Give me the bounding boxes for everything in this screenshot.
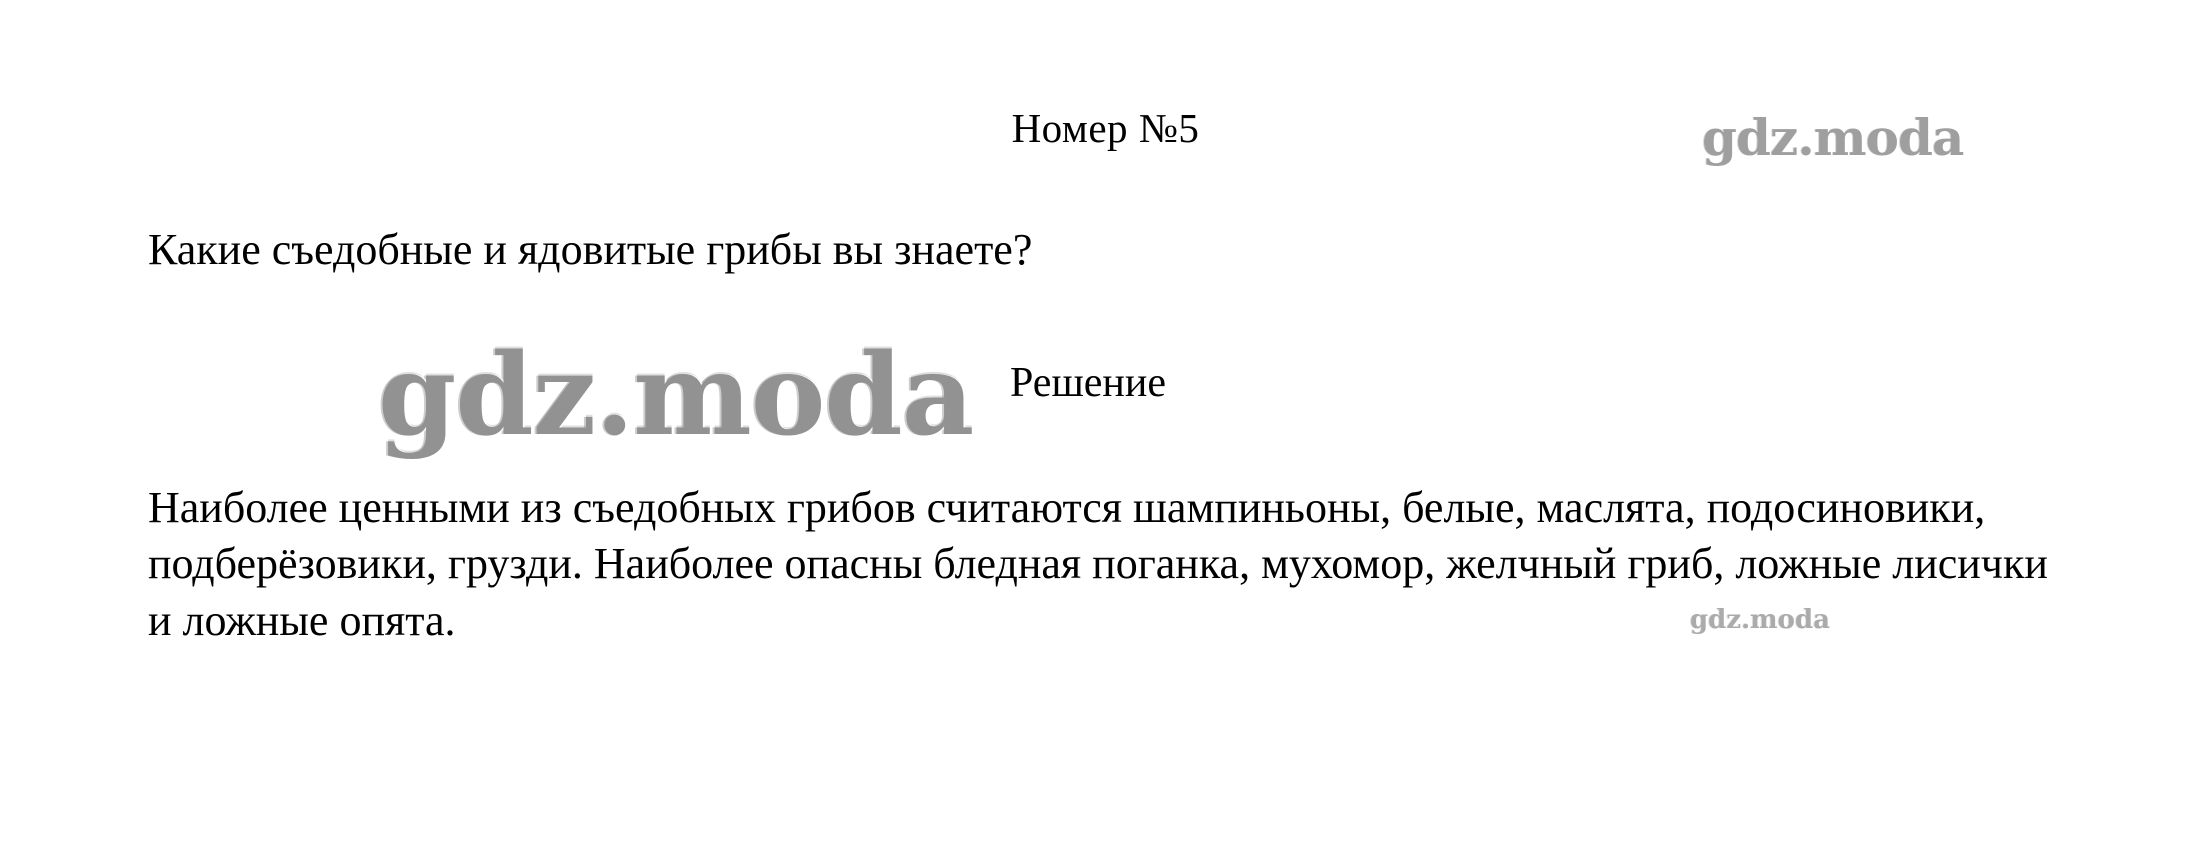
answer-text: Наиболее ценными из съедобных грибов считаются шампиньоны, белые, маслята, подосиновики, подберёзовики, грузди. Наиболее опасны бледная поганка, мухомор, желчный гриб, ложные лисички и ложные опята. xyxy=(148,483,2048,645)
solution-label: Решение xyxy=(1010,360,1167,406)
watermark-top-right: gdz.moda xyxy=(1702,108,1964,167)
page-title: Номер №5 xyxy=(1011,105,1200,151)
watermark-center: gdz.moda xyxy=(378,330,974,461)
watermark-small: gdz.moda xyxy=(1690,605,1831,635)
question-text: Какие съедобные и ядовитые грибы вы знаете? xyxy=(148,225,1033,274)
